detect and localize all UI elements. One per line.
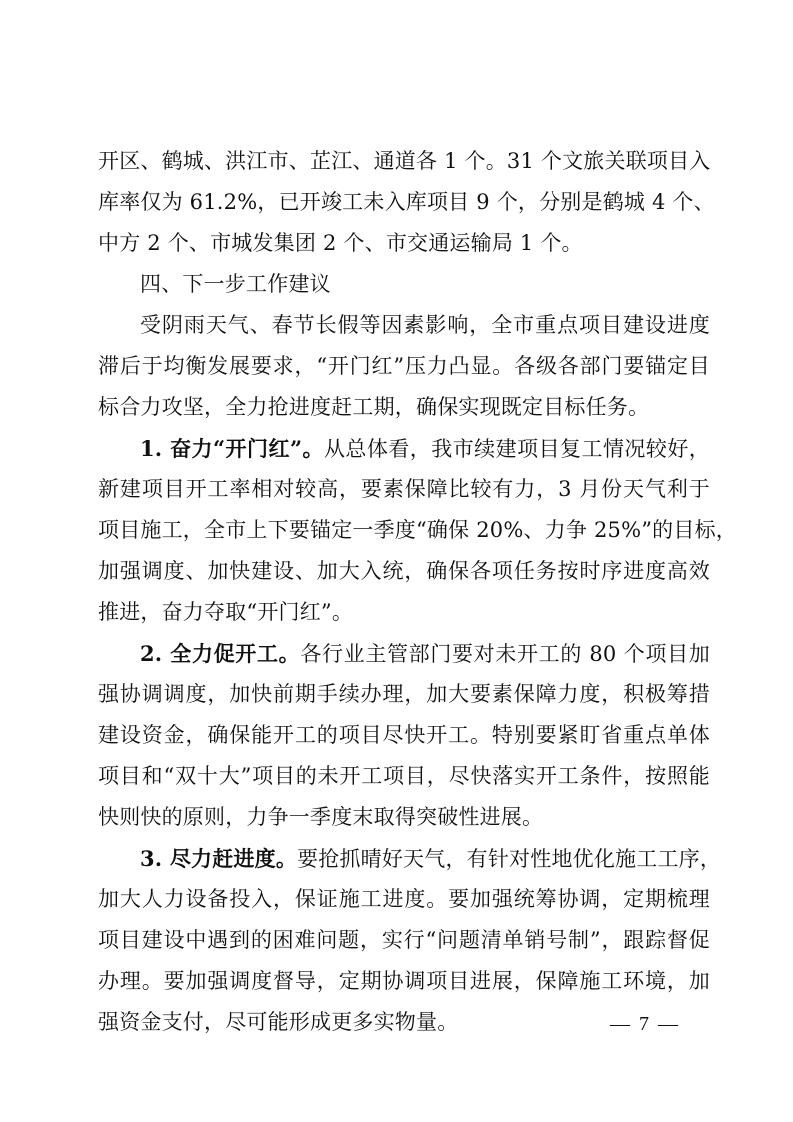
- body-line: 项目建设中遇到的困难问题，实行“问题清单销号制”，跟踪督促: [98, 928, 710, 952]
- body-line: 强协调调度，加快前期手续办理，加大要素保障力度，积极筹措: [98, 682, 710, 706]
- item-2-text: 各行业主管部门要对未开工的 80 个项目加: [300, 642, 710, 666]
- body-line: 开区、鹤城、洪江市、芷江、通道各 1 个。31 个文旅关联项目入: [98, 149, 711, 173]
- body-line: 办理。要加强调度督导，定期协调项目进展，保障施工环境，加: [98, 969, 710, 993]
- body-line: 加大人力设备投入，保证施工进度。要加强统筹协调，定期梳理: [98, 887, 710, 911]
- item-3-first-line: [98, 838, 722, 879]
- body-line: 项目施工，全市上下要锚定一季度“确保 20%、力争 25%”的目标，: [98, 518, 737, 542]
- item-1-text: 从总体看，我市续建项目复工情况较好，: [323, 437, 710, 461]
- item-3-title: 3. 尽力赶进度。: [140, 846, 298, 871]
- item-2-title: 2. 全力促开工。: [140, 641, 301, 666]
- body-line: 滞后于均衡发展要求，“开门红”压力凸显。各级各部门要锚定目: [98, 354, 710, 378]
- page-number: — 7 —: [610, 1013, 680, 1035]
- item-2-first-line: [98, 633, 710, 674]
- body-line: 项目和“双十大”项目的未开工项目，尽快落实开工条件，按照能: [98, 764, 710, 788]
- item-1-first-line: [98, 428, 710, 469]
- item-1-title: 1. 奋力“开门红”。: [140, 436, 324, 461]
- body-line: 快则快的原则，力争一季度末取得突破性进展。: [98, 805, 544, 829]
- document-body: [98, 141, 737, 1043]
- body-line: 强资金支付，尽可能形成更多实物量。: [98, 1010, 459, 1034]
- body-line: 中方 2 个、市城发集团 2 个、市交通运输局 1 个。: [98, 231, 583, 255]
- body-line: 新建项目开工率相对较高，要素保障比较有力，3 月份天气利于: [98, 477, 710, 501]
- body-line: 库率仅为 61.2%，已开竣工未入库项目 9 个，分别是鹤城 4 个、: [98, 190, 715, 214]
- body-line: 建设资金，确保能开工的项目尽快开工。特别要紧盯省重点单体: [98, 723, 710, 747]
- body-line: 加强调度、加快建设、加大入统，确保各项任务按时序进度高效: [98, 559, 710, 583]
- body-line: 标合力攻坚，全力抢进度赶工期，确保实现既定目标任务。: [98, 395, 650, 419]
- item-3-text: 要抢抓晴好天气，有针对性地优化施工工序，: [297, 847, 722, 871]
- body-line: 推进，奋力夺取“开门红”。: [98, 600, 354, 624]
- section-heading: 四、下一步工作建议: [140, 272, 331, 296]
- body-line: 受阴雨天气、春节长假等因素影响，全市重点项目建设进度: [140, 313, 710, 337]
